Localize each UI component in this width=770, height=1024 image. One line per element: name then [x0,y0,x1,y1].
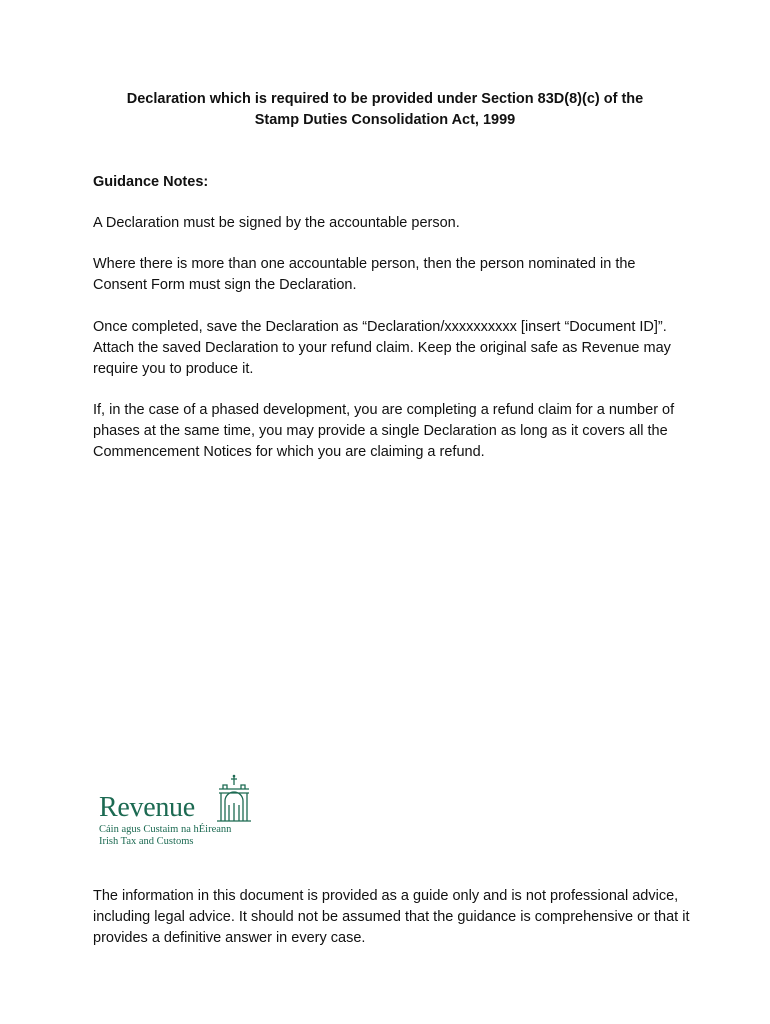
document-title [60,89,710,131]
gate-icon [215,773,253,823]
guidance-paragraph-1: A Declaration must be signed by the accountable person. [93,215,460,231]
title-line-2: Stamp Duties Consolidation Act, 1999 [254,112,516,128]
logo-subtitle-english: Irish Tax and Customs [99,836,194,847]
revenue-logo [97,773,257,853]
guidance-paragraph-3: Once completed, save the Declaration as “Declaration/xxxxxxxxxx [insert “Document ID]”. Attach the saved Declaration to your refund claim. Keep the original safe as Revenue may require you to produce it. [93,319,671,377]
guidance-heading: Guidance Notes: [93,174,209,190]
guidance-paragraph-2: Where there is more than one accountable person, then the person nominated in the Consent Form must sign the Declaration. [93,256,636,293]
logo-wordmark: Revenue [99,792,195,823]
logo-subtitle-irish: Cáin agus Custaim na hÉireann [99,824,232,835]
title-line-1: Declaration which is required to be provided under Section 83D(8)(c) of the [126,91,644,107]
guidance-paragraph-4: If, in the case of a phased development, you are completing a refund claim for a number of phases at the same time, you may provide a single Declaration as long as it covers all the Commencement Notices for which you are claiming a refund. [93,402,675,460]
disclaimer-text: The information in this document is provided as a guide only and is not professional advice, including legal advice. It should not be assumed that the guidance is comprehensive or that it provides a definitive answer in every case. [93,888,690,946]
